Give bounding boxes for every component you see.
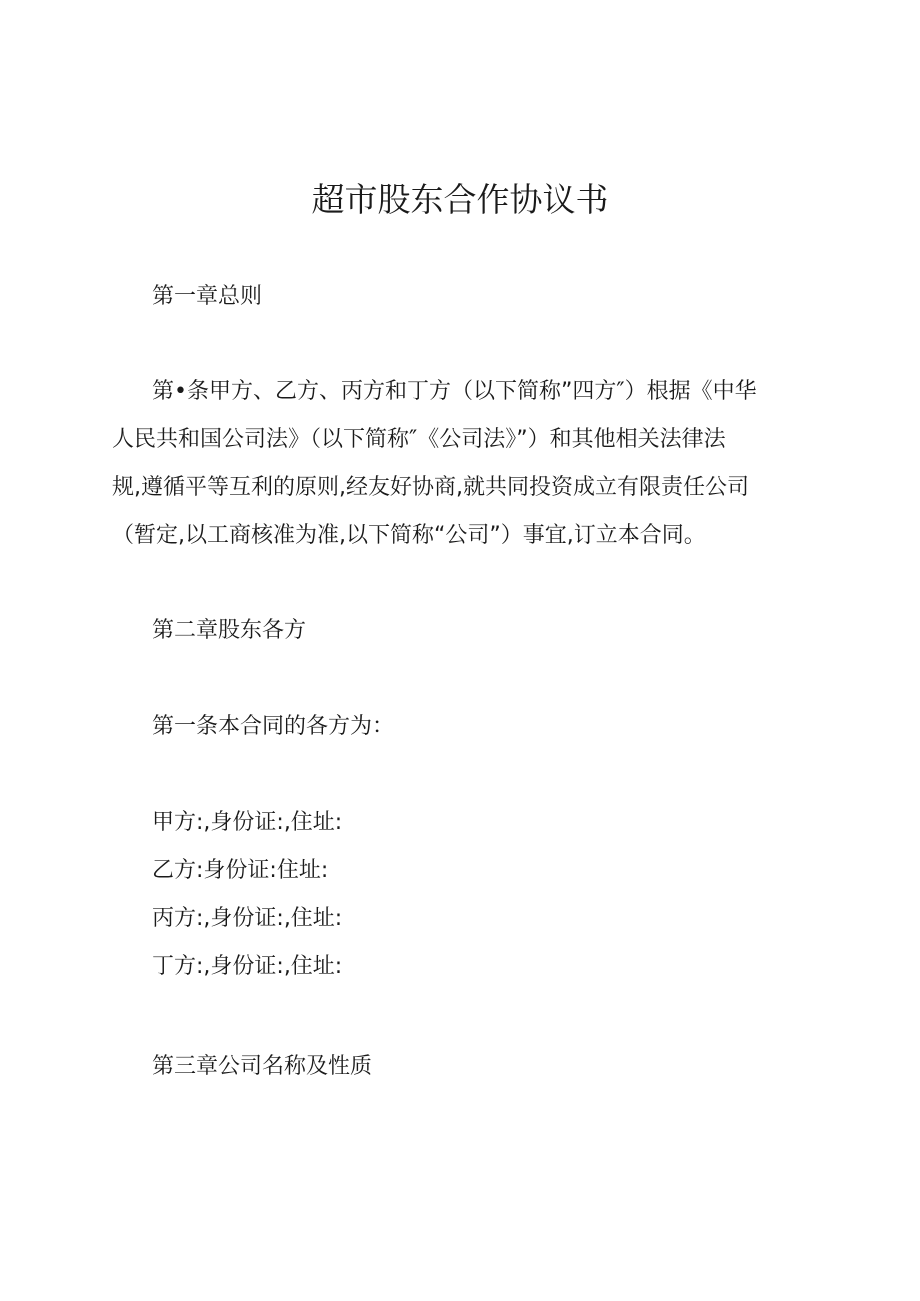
party-line-d: 丁方:,身份证:,住址: — [152, 954, 343, 979]
chapter-2-heading: 第二章股东各方 — [152, 618, 307, 643]
chapter-1-heading: 第一章总则 — [152, 284, 263, 309]
paragraph-line: 第•条甲方、乙方、丙方和丁方（以下简称”四方″）根据《中华 — [152, 379, 757, 404]
party-line-c: 丙方:,身份证:,住址: — [152, 906, 343, 931]
article-intro-paragraph — [112, 368, 812, 560]
chapter-3-heading: 第三章公司名称及性质 — [152, 1054, 373, 1079]
paragraph-line: 规,遵循平等互利的原则,经友好协商,就共同投资成立有限责任公司 — [112, 475, 749, 500]
paragraph-line: （暂定,以工商核准为准,以下简称“公司”）事宜,订立本合同。 — [112, 523, 706, 548]
party-line-b: 乙方:身份证:住址: — [152, 858, 329, 883]
paragraph-line: 人民共和国公司法》（以下简称″《公司法》”）和其他相关法律法 — [112, 427, 726, 452]
document-title: 超市股东合作协议书 — [311, 180, 609, 219]
party-line-a: 甲方:,身份证:,住址: — [152, 810, 343, 835]
article-1: 第一条本合同的各方为： — [152, 714, 395, 739]
